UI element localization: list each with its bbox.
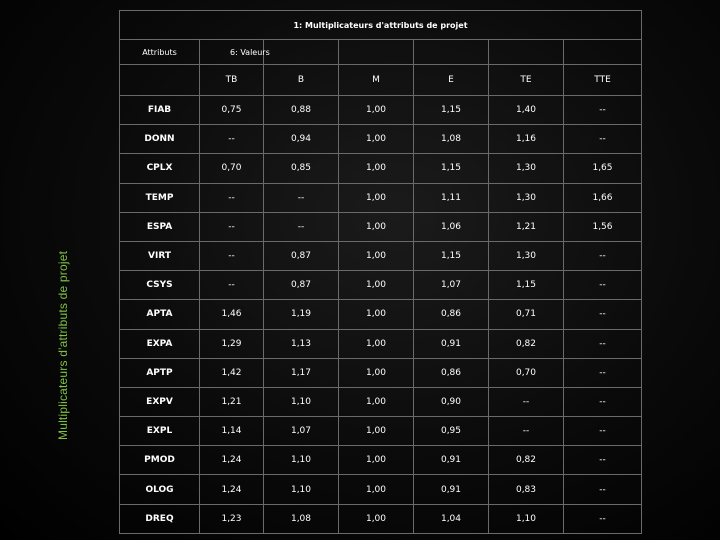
table-row — [120, 417, 642, 446]
multiplier-value-cell: 0,82 — [489, 446, 564, 475]
column-header: TTE — [564, 65, 642, 96]
multiplier-value-cell: 1,42 — [200, 358, 264, 387]
multiplier-value-cell: -- — [564, 96, 642, 125]
table-title-row — [120, 11, 642, 40]
multiplier-value-cell: 0,91 — [414, 475, 489, 504]
attribute-name-cell: APTP — [120, 358, 200, 387]
multiplier-value-cell: -- — [564, 475, 642, 504]
multiplier-value-cell: 1,00 — [339, 475, 414, 504]
multiplier-value-cell: 1,24 — [200, 446, 264, 475]
multiplier-value-cell: -- — [564, 329, 642, 358]
multiplier-value-cell: 1,00 — [339, 504, 414, 533]
empty-header-cell — [564, 40, 642, 65]
table-row — [120, 241, 642, 270]
table-row — [120, 300, 642, 329]
multiplier-value-cell: 0,86 — [414, 300, 489, 329]
multiplier-value-cell: 1,00 — [339, 358, 414, 387]
multiplier-value-cell: 0,87 — [264, 241, 339, 270]
table-header-row-1 — [120, 40, 642, 65]
attribute-name-cell: OLOG — [120, 475, 200, 504]
multiplier-value-cell: 1,15 — [414, 96, 489, 125]
multiplier-value-cell: -- — [564, 504, 642, 533]
multiplier-value-cell: -- — [489, 417, 564, 446]
empty-header-cell — [414, 40, 489, 65]
multiplier-value-cell: 1,06 — [414, 212, 489, 241]
multiplier-value-cell: 1,00 — [339, 329, 414, 358]
multiplier-value-cell: 1,21 — [489, 212, 564, 241]
multipliers-table — [119, 10, 642, 534]
column-header: E — [414, 65, 489, 96]
multiplier-value-cell: -- — [264, 183, 339, 212]
multiplier-value-cell: 1,11 — [414, 183, 489, 212]
attribute-name-cell: EXPV — [120, 387, 200, 416]
multiplier-value-cell: 0,87 — [264, 271, 339, 300]
multiplier-value-cell: 1,00 — [339, 212, 414, 241]
attribute-name-cell: FIAB — [120, 96, 200, 125]
multiplier-value-cell: 1,15 — [414, 241, 489, 270]
multiplier-value-cell: 1,00 — [339, 125, 414, 154]
multiplier-value-cell: 1,46 — [200, 300, 264, 329]
attribute-name-cell: PMOD — [120, 446, 200, 475]
multiplier-value-cell: -- — [564, 271, 642, 300]
attribute-name-cell: APTA — [120, 300, 200, 329]
table-row — [120, 387, 642, 416]
multiplier-value-cell: -- — [564, 358, 642, 387]
multiplier-value-cell: 1,40 — [489, 96, 564, 125]
table-row — [120, 271, 642, 300]
multiplier-value-cell: 0,83 — [489, 475, 564, 504]
multiplier-value-cell: 1,08 — [264, 504, 339, 533]
attributes-header: Attributs — [120, 40, 200, 65]
empty-header-cell — [339, 40, 414, 65]
multiplier-value-cell: -- — [200, 212, 264, 241]
empty-header-cell — [489, 40, 564, 65]
multiplier-value-cell: 1,10 — [264, 446, 339, 475]
table-row — [120, 504, 642, 533]
multiplier-value-cell: 1,15 — [414, 154, 489, 183]
multiplier-value-cell: 0,94 — [264, 125, 339, 154]
multiplier-value-cell: 1,00 — [339, 271, 414, 300]
multiplier-value-cell: 0,71 — [489, 300, 564, 329]
attribute-name-cell: DREQ — [120, 504, 200, 533]
values-header: 6: Valeurs — [200, 40, 264, 65]
multiplier-value-cell: 1,30 — [489, 183, 564, 212]
multiplier-value-cell: 1,15 — [489, 271, 564, 300]
multiplier-value-cell: -- — [564, 417, 642, 446]
attribute-name-cell: VIRT — [120, 241, 200, 270]
multiplier-value-cell: 1,19 — [264, 300, 339, 329]
multiplier-value-cell: 1,00 — [339, 387, 414, 416]
table-row — [120, 446, 642, 475]
multiplier-value-cell: 0,85 — [264, 154, 339, 183]
multiplier-value-cell: -- — [489, 387, 564, 416]
multiplier-value-cell: 0,82 — [489, 329, 564, 358]
empty-header-cell — [264, 40, 339, 65]
table-row — [120, 154, 642, 183]
side-title: Multiplicateurs d'attributs de projet — [56, 250, 70, 440]
attribute-name-cell: TEMP — [120, 183, 200, 212]
attribute-name-cell: EXPL — [120, 417, 200, 446]
multiplier-value-cell: -- — [200, 183, 264, 212]
attribute-name-cell: ESPA — [120, 212, 200, 241]
multiplier-value-cell: 1,21 — [200, 387, 264, 416]
column-header: TB — [200, 65, 264, 96]
multiplier-value-cell: 1,10 — [489, 504, 564, 533]
table-row — [120, 329, 642, 358]
multiplier-value-cell: 1,13 — [264, 329, 339, 358]
multiplier-value-cell: 0,86 — [414, 358, 489, 387]
multiplier-value-cell: 1,00 — [339, 417, 414, 446]
table-row — [120, 96, 642, 125]
multiplier-value-cell: 0,88 — [264, 96, 339, 125]
multiplier-value-cell: 1,10 — [264, 475, 339, 504]
multiplier-value-cell: -- — [200, 271, 264, 300]
attribute-name-cell: CSYS — [120, 271, 200, 300]
multiplier-value-cell: 0,95 — [414, 417, 489, 446]
table-row — [120, 212, 642, 241]
multiplier-value-cell: 1,65 — [564, 154, 642, 183]
multiplier-value-cell: 1,14 — [200, 417, 264, 446]
multiplier-value-cell: 1,30 — [489, 154, 564, 183]
multiplier-value-cell: 1,08 — [414, 125, 489, 154]
multiplier-value-cell: 1,24 — [200, 475, 264, 504]
multiplier-value-cell: 0,70 — [489, 358, 564, 387]
multiplier-value-cell: 1,00 — [339, 96, 414, 125]
multiplier-value-cell: 0,91 — [414, 446, 489, 475]
empty-header-cell — [120, 65, 200, 96]
multiplier-value-cell: -- — [564, 387, 642, 416]
multiplier-value-cell: 1,07 — [414, 271, 489, 300]
multiplier-value-cell: 0,91 — [414, 329, 489, 358]
multiplier-value-cell: 1,17 — [264, 358, 339, 387]
multiplier-value-cell: 1,30 — [489, 241, 564, 270]
multiplier-value-cell: 0,70 — [200, 154, 264, 183]
column-header: TE — [489, 65, 564, 96]
multiplier-value-cell: 1,00 — [339, 300, 414, 329]
multiplier-value-cell: 1,00 — [339, 183, 414, 212]
multiplier-value-cell: -- — [564, 125, 642, 154]
multiplier-value-cell: 1,00 — [339, 154, 414, 183]
multiplier-value-cell: -- — [564, 241, 642, 270]
multiplier-value-cell: -- — [200, 241, 264, 270]
multiplier-value-cell: -- — [264, 212, 339, 241]
column-header: M — [339, 65, 414, 96]
multiplier-value-cell: 1,56 — [564, 212, 642, 241]
multiplier-value-cell: 0,90 — [414, 387, 489, 416]
table-row — [120, 125, 642, 154]
table-row — [120, 475, 642, 504]
attribute-name-cell: CPLX — [120, 154, 200, 183]
multiplier-value-cell: 1,10 — [264, 387, 339, 416]
multiplier-value-cell: 1,07 — [264, 417, 339, 446]
multiplier-value-cell: 1,23 — [200, 504, 264, 533]
table-header-row-2 — [120, 65, 642, 96]
multiplier-value-cell: 1,00 — [339, 446, 414, 475]
multiplier-value-cell: -- — [564, 300, 642, 329]
multiplier-value-cell: 1,16 — [489, 125, 564, 154]
attribute-name-cell: DONN — [120, 125, 200, 154]
multiplier-value-cell: 1,00 — [339, 241, 414, 270]
table-title: 1: Multiplicateurs d'attributs de projet — [120, 11, 642, 40]
multiplier-value-cell: -- — [564, 446, 642, 475]
table-row — [120, 183, 642, 212]
multiplier-value-cell: 1,66 — [564, 183, 642, 212]
table-row — [120, 358, 642, 387]
multiplier-value-cell: 1,29 — [200, 329, 264, 358]
multiplier-value-cell: 0,75 — [200, 96, 264, 125]
multiplier-value-cell: 1,04 — [414, 504, 489, 533]
multiplier-value-cell: -- — [200, 125, 264, 154]
attribute-name-cell: EXPA — [120, 329, 200, 358]
column-header: B — [264, 65, 339, 96]
